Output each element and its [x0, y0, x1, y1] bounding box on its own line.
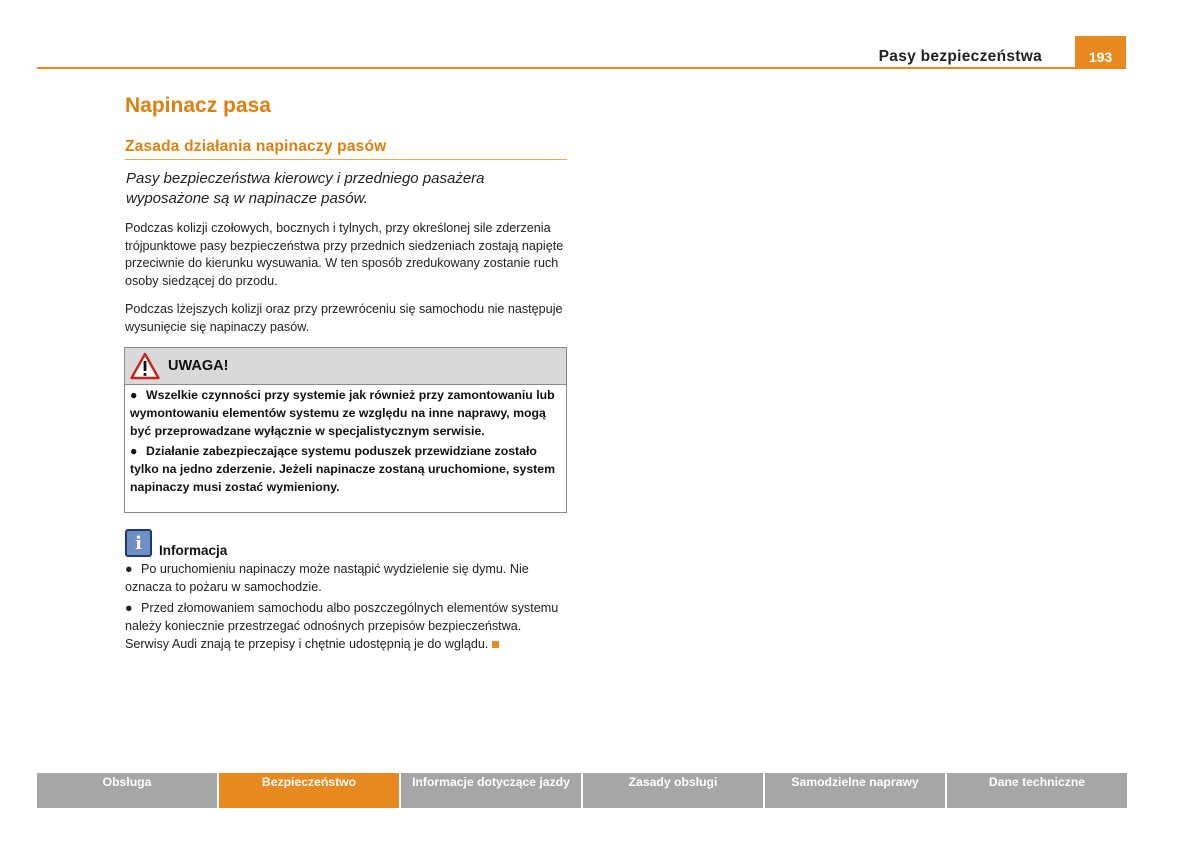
- info-icon: i: [125, 529, 152, 557]
- info-header: [125, 529, 567, 557]
- page-number: 193: [1075, 36, 1126, 69]
- subsection-title: Zasada działania napinaczy pasów: [125, 138, 567, 160]
- warning-triangle-icon: [130, 352, 160, 380]
- warning-body: [125, 385, 566, 497]
- footer-tab-zasady-obslugi[interactable]: Zasady obsługi: [583, 773, 763, 808]
- info-item-text: Po uruchomieniu napinaczy może nastąpić wydzielenie się dymu. Nie oznacza to pożaru w samochodzie.: [125, 562, 529, 594]
- warning-item: [130, 387, 562, 440]
- info-box: [125, 529, 567, 658]
- body-paragraph: Podczas lżejszych kolizji oraz przy przewróceniu się samochodu nie następuje wysunięcie się napinaczy pasów.: [125, 302, 563, 334]
- info-item-text: Przed złomowaniem samochodu albo poszczególnych elementów systemu należy koniecznie przestrzegać odnośnych przepisów bezpieczeństwa. Serwisy Audi znają te przepisy i chętnie udostępnią je do wglądu.: [125, 601, 559, 651]
- warning-label: UWAGA!: [168, 358, 229, 374]
- footer-tab-obsluga[interactable]: Obsługa: [37, 773, 217, 808]
- bullet-icon: ●: [130, 388, 138, 402]
- warning-item: [130, 443, 562, 496]
- main-content: [125, 92, 567, 336]
- body-paragraph: Podczas kolizji czołowych, bocznych i tylnych, przy określonej sile zderzenia trójpunktowe pasy bezpieczeństwa przy przednich siedzeniach zostają napięte przeciwnie do kierunku wysuwania. W ten sposób zredukowany zostanie ruch osoby siedzącej do przodu.: [125, 221, 564, 288]
- header-rule: [37, 67, 1075, 69]
- footer-tab-bezpieczenstwo[interactable]: Bezpieczeństwo: [219, 773, 399, 808]
- info-item: [125, 561, 567, 596]
- warning-header: [125, 348, 566, 385]
- intro-text: Pasy bezpieczeństwa kierowcy i przedniego pasażera wyposażone są w napinacze pasów.: [126, 170, 485, 207]
- info-label: Informacja: [159, 543, 228, 558]
- warning-item-text: Wszelkie czynności przy systemie jak również przy zamontowaniu lub wymontowaniu elementów systemu ze względu na inne naprawy, mogą być przeprowadzane wyłącznie w specjalistycznym serwisie.: [130, 388, 555, 438]
- warning-box: [124, 347, 567, 513]
- section-end-icon: [492, 641, 499, 648]
- warning-item-text: Działanie zabezpieczające systemu poduszek przewidziane zostało tylko na jedno zderzenie. Jeżeli napinacze zostaną uruchomione, system napinaczy musi zostać wymieniony.: [130, 444, 556, 494]
- section-title: Napinacz pasa: [125, 94, 271, 117]
- info-body: [125, 561, 567, 654]
- bullet-icon: ●: [125, 601, 133, 616]
- footer-nav: [37, 773, 1127, 808]
- footer-tab-samodzielne-naprawy[interactable]: Samodzielne naprawy: [765, 773, 945, 808]
- bullet-icon: ●: [130, 444, 138, 459]
- bullet-icon: ●: [125, 562, 133, 576]
- footer-tab-informacje-jazdy[interactable]: Informacje dotyczące jazdy: [401, 773, 581, 808]
- page-header-title: Pasy bezpieczeństwa: [878, 48, 1042, 65]
- footer-tab-dane-techniczne[interactable]: Dane techniczne: [947, 773, 1127, 808]
- info-item: [125, 600, 567, 653]
